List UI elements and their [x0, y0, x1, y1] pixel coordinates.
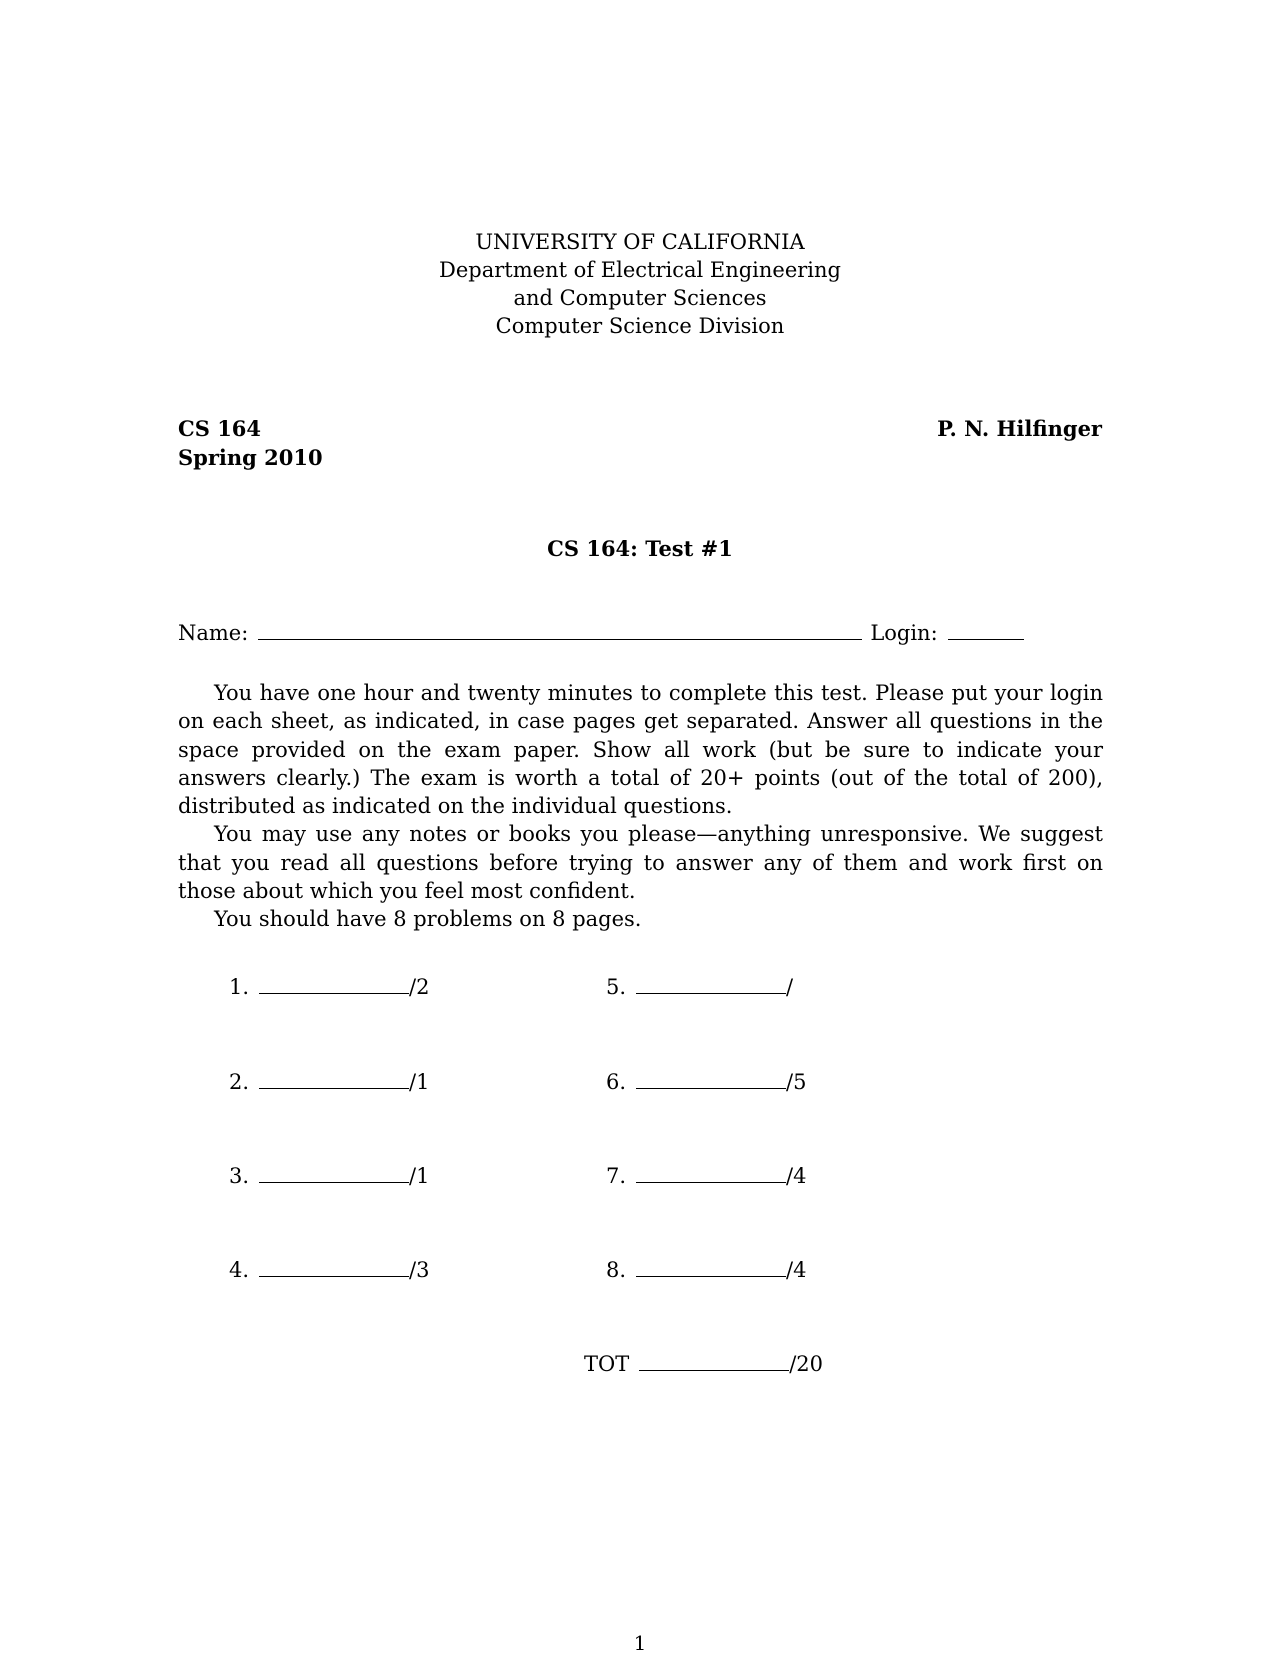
problem-number: 1.	[228, 975, 249, 999]
score-field[interactable]	[259, 975, 409, 994]
score-field[interactable]	[636, 975, 786, 994]
score-field[interactable]	[259, 1258, 409, 1277]
problem-number: 7.	[605, 1164, 626, 1188]
score-item-8	[596, 1258, 806, 1282]
problem-max: /3	[409, 1258, 430, 1282]
course-info	[178, 414, 323, 472]
problem-max: /1	[409, 1164, 430, 1188]
score-total	[584, 1352, 823, 1376]
score-item-1	[219, 975, 429, 999]
department-name: Department of Electrical Engineering	[439, 258, 841, 282]
score-item-4	[219, 1258, 429, 1282]
problem-number: 3.	[228, 1164, 249, 1188]
total-score-field[interactable]	[639, 1352, 789, 1371]
instruction-paragraph: You have one hour and twenty minutes to complete this test. Please put your login on each sheet, as indicated, in case pages get separated. Answer all questions in the space provided on the exam paper. Show all work (but be sure to indicate your answers clearly.) The exam is worth a total of 20+ points (out of the total of 200), distributed as indicated on the individual questions.	[178, 681, 1103, 819]
score-item-7	[596, 1164, 806, 1188]
score-item-6	[596, 1070, 806, 1094]
instruction-paragraph: You may use any notes or books you please—anything unresponsive. We suggest that you read all questions before trying to answer any of them and work first on those about which you feel most confident.	[178, 822, 1103, 904]
login-field[interactable]	[948, 621, 1024, 640]
problem-number: 8.	[605, 1258, 626, 1282]
course-term: Spring 2010	[178, 445, 323, 470]
total-label: TOT	[584, 1352, 630, 1376]
problem-max: /	[786, 975, 794, 999]
course-code: CS 164	[178, 416, 262, 441]
problem-number: 2.	[228, 1070, 249, 1094]
score-field[interactable]	[636, 1070, 786, 1089]
problem-max: /5	[786, 1070, 807, 1094]
score-item-2	[219, 1070, 429, 1094]
score-field[interactable]	[259, 1164, 409, 1183]
problem-max: /4	[786, 1164, 807, 1188]
university-name: UNIVERSITY OF CALIFORNIA	[475, 230, 805, 254]
problem-max: /1	[409, 1070, 430, 1094]
name-field[interactable]	[258, 621, 862, 640]
problem-number: 5.	[605, 975, 626, 999]
score-field[interactable]	[259, 1070, 409, 1089]
score-item-3	[219, 1164, 429, 1188]
department-name-cont: and Computer Sciences	[513, 286, 767, 310]
problem-max: /2	[409, 975, 430, 999]
login-label: Login:	[870, 621, 938, 645]
name-login-row	[178, 621, 1024, 645]
instructions	[178, 679, 1103, 934]
score-item-5	[596, 975, 793, 999]
problem-max: /4	[786, 1258, 807, 1282]
score-field[interactable]	[636, 1164, 786, 1183]
name-label: Name:	[178, 621, 249, 645]
instruction-paragraph: You should have 8 problems on 8 pages.	[214, 907, 642, 932]
problem-number: 4.	[228, 1258, 249, 1282]
score-field[interactable]	[636, 1258, 786, 1277]
problem-number: 6.	[605, 1070, 626, 1094]
division-name: Computer Science Division	[495, 314, 785, 338]
instructor-name: P. N. Hilfinger	[937, 416, 1102, 441]
institution-header	[0, 228, 1280, 340]
total-max: /20	[789, 1352, 824, 1376]
test-title: CS 164: Test #1	[547, 536, 733, 561]
page-number: 1	[633, 1631, 647, 1655]
